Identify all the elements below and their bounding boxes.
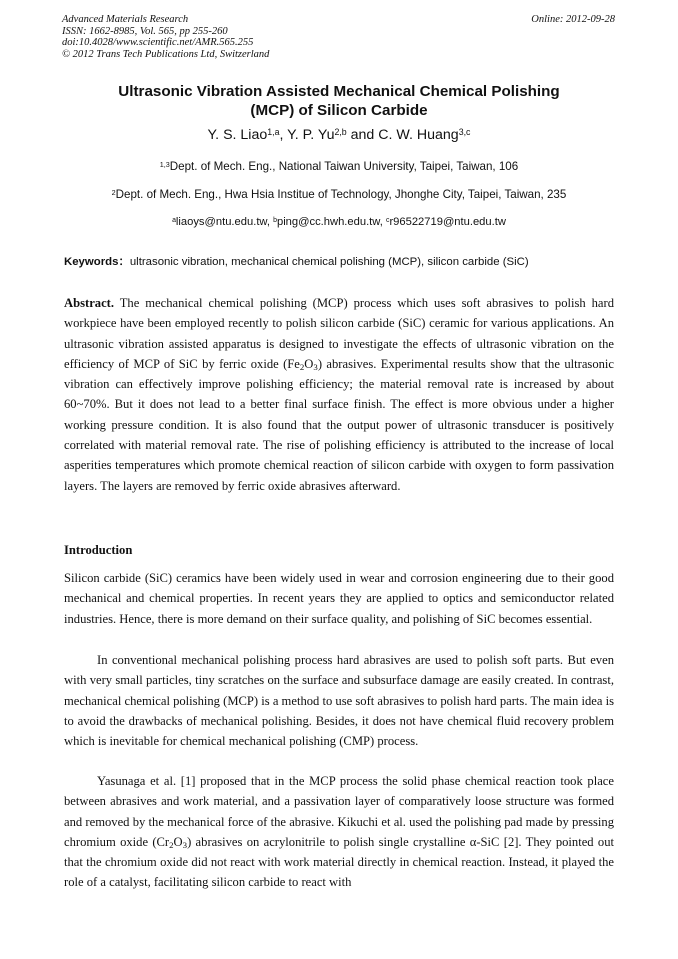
email-2[interactable]: ping@cc.hwh.edu.tw, [276, 216, 386, 228]
journal-name: Advanced Materials Research [62, 14, 189, 25]
introduction-paragraph-2: In conventional mechanical polishing process hard abrasives are used to polish soft parts. But even with very small particles, tiny scratches on the surface and subsurface damage are easily created. In contrast, mechanical chemical polishing (MCP) is a method to use soft abrasives to polish hard parts. The main idea is to avoid the drawbacks of mechanical polishing. Besides, it does not have chemical fluid recovery problem which is inevitable for chemical mechanical polishing (CMP) process. [64, 653, 614, 749]
abstract: Abstract. The mechanical chemical polishing (MCP) process which uses soft abrasives to polish hard workpiece have been employed recently to polish silicon carbide (SiC) ceramic for various applications. An ultrasonic vibration assisted apparatus is designed to investigate the effects of ultrasonic vibration on the efficiency of MCP of SiC by ferric oxide $(Fe_2O_3)$ abrasives. Experimental results show that the ultrasonic vibration can effectively improve polishing efficiency; the material removal rate is increased by about 60~70%. But it does not lead to a better final surface finish. The effect is more obvious under a higher working pressure condition. It is also found that the output power of ultrasonic transducer is positively correlated with material removal rate. The rise of polishing efficiency is attributed to the increase of local asperities temperatures which promote chemical reaction of silicon carbide with oxygen to form passivation layers. The layers are removed by ferric oxide abrasives afterward. [64, 296, 614, 493]
author-list: Y. S. Liao$^{1,a}$, Y. P. Yu$^{2,b}$ and C. W. Huang$^{3,c}$ [207, 127, 471, 143]
email-1[interactable]: liaoys@ntu.edu.tw, [175, 216, 274, 228]
affiliation-1: $^{1,3}$Dept. of Mech. Eng., National Taiwan University, Taipei, Taiwan, 106 [159, 159, 519, 173]
keywords [64, 255, 616, 269]
author-emails: $^a$liaoys@ntu.edu.tw, $^b$ping@cc.hwh.edu.tw, $^c$r96522719@ntu.edu.tw [172, 216, 506, 228]
keywords-label: Keywords： [64, 256, 130, 268]
introduction-paragraph-3: Yasunaga et al. [1] proposed that in the MCP process the solid phase chemical reaction took place between abrasives and work material, and a passivation layer of comparatively loose structure was formed and removed by the mechanical force of the abrasive. Kikuchi et al. used the polishing pad made by pressing chromium oxide $(Cr_2O_3)$ abrasives on acrylonitrile to polish single crystalline α-SiC [2]. They pointed out that the chromium oxide did not react with work material directly in chemical reaction. Instead, it played the role of a catalyst, facilitating silicon carbide to react with [64, 774, 614, 890]
author-3-sup: 3,c [458, 127, 471, 138]
author-1-sup: 1,a [267, 127, 280, 138]
author-1: Y. S. Liao [207, 127, 268, 143]
journal-issn: ISSN: 1662-8985, Vol. 565, pp 255-260 [62, 25, 228, 37]
paper-title [60, 82, 618, 120]
title-line-2: (MCP) of Silicon Carbide [250, 102, 428, 119]
email-3[interactable]: r96522719@ntu.edu.tw [389, 216, 506, 228]
keywords-text: ultrasonic vibration, mechanical chemical polishing (MCP), silicon carbide (SiC) [129, 256, 529, 268]
abstract-label: Abstract. [64, 296, 115, 310]
online-date: Online: 2012-09-28 [531, 14, 615, 25]
author-2: Y. P. Yu [287, 127, 335, 143]
journal-copyright: © 2012 Trans Tech Publications Ltd, Switzerland [62, 48, 270, 60]
title-line-1: Ultrasonic Vibration Assisted Mechanical Chemical Polishing [118, 83, 560, 100]
journal-doi: doi:10.4028/www.scientific.net/AMR.565.255 [62, 37, 254, 49]
journal-header [62, 14, 269, 60]
introduction-heading: Introduction [64, 543, 133, 557]
introduction-paragraph-1: Silicon carbide (SiC) ceramics have been widely used in wear and corrosion engineering due to their good mechanical and chemical properties. In recent years they are applied to optics and semiconductor related industries. Hence, there is more demand on their surface quality, and polishing of SiC becomes essential. [64, 571, 614, 626]
author-2-sup: 2,b [334, 127, 347, 138]
affiliation-2: $^2$Dept. of Mech. Eng., Hwa Hsia Institue of Technology, Jhonghe City, Taipei, Taiwan, 235 [111, 187, 567, 201]
author-3: C. W. Huang [378, 127, 459, 143]
